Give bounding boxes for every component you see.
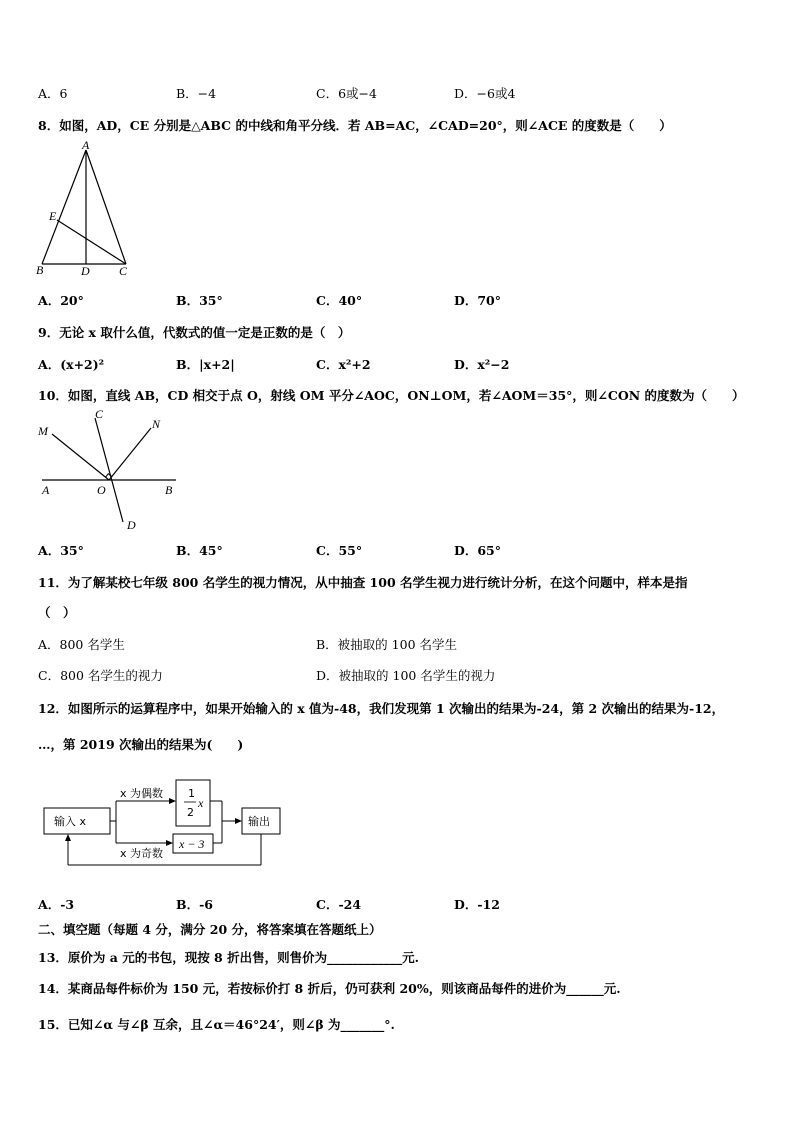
q10-label-m: M xyxy=(38,424,48,438)
q9-option-c: C．x²+2 xyxy=(316,357,371,372)
q12-fraction-den: 2 xyxy=(187,806,194,819)
q8-label-d: D xyxy=(81,264,90,278)
q7-option-c: C．6或−4 xyxy=(316,86,377,101)
q13-stem: 13．原价为 a 元的书包，现按 8 折出售，则售价为____________元. xyxy=(38,950,419,965)
q12-option-b: B．-6 xyxy=(176,897,213,912)
q10-label-c: C xyxy=(95,407,104,421)
q10-label-o: O xyxy=(97,483,106,497)
q8-stem: 8．如图，AD，CE 分别是△ABC 的中线和角平分线．若 AB=AC，∠CAD=20°，则∠ACE 的度数是（ ） xyxy=(38,118,672,133)
q12-minus-box: x − 3 xyxy=(179,837,205,851)
q10-option-a: A．35° xyxy=(38,543,84,558)
q10-label-b: B xyxy=(165,483,173,497)
q15-stem: 15．已知∠α 与∠β 互余，且∠α＝46°24′，则∠β 为_______°. xyxy=(38,1017,395,1032)
q8-option-c: C．40° xyxy=(316,293,363,308)
q11-stem-line1: 11．为了解某校七年级 800 名学生的视力情况，从中抽查 100 名学生视力进行统计分析，在这个问题中，样本是指 xyxy=(38,575,688,590)
q8-option-a: A．20° xyxy=(38,293,84,308)
q11-stem-line2: （ ） xyxy=(38,605,76,620)
q12-flowchart xyxy=(40,775,290,870)
q10-label-a: A xyxy=(42,483,50,497)
q12-fraction-num: 1 xyxy=(188,787,195,800)
q12-option-d: D．-12 xyxy=(454,897,500,912)
q9-option-a: A．(x+2)² xyxy=(38,357,105,372)
q7-option-a: A．6 xyxy=(38,86,68,101)
q11-option-c: C．800 名学生的视力 xyxy=(38,668,163,683)
q12-input-box: 输入 x xyxy=(54,815,87,828)
q10-lines-figure xyxy=(30,404,190,534)
q8-label-c: C xyxy=(119,264,128,278)
q11-option-d: D．被抽取的 100 名学生的视力 xyxy=(316,668,496,683)
q10-label-d: D xyxy=(127,518,136,532)
q14-stem: 14．某商品每件标价为 150 元，若按标价打 8 折后，仍可获利 20%，则该商品每件的进价为______元. xyxy=(38,981,621,996)
section-heading: 二、填空题（每题 4 分，满分 20 分，将答案填在答题纸上） xyxy=(38,922,382,937)
q7-option-d: D．−6或4 xyxy=(454,86,516,101)
q7-option-b: B．−4 xyxy=(176,86,217,101)
q12-even-label: x 为偶数 xyxy=(120,787,164,800)
q8-label-a: A xyxy=(82,138,90,152)
q11-option-a: A．800 名学生 xyxy=(38,637,125,652)
q12-option-c: C．-24 xyxy=(316,897,362,912)
q10-option-c: C．55° xyxy=(316,543,363,558)
q8-triangle-figure xyxy=(30,136,140,278)
q8-option-b: B．35° xyxy=(176,293,223,308)
q11-option-b: B．被抽取的 100 名学生 xyxy=(316,637,457,652)
q10-label-n: N xyxy=(152,417,161,431)
q12-stem-line2: …，第 2019 次输出的结果为( ) xyxy=(38,737,244,752)
q12-option-a: A．-3 xyxy=(38,897,75,912)
q10-option-b: B．45° xyxy=(176,543,223,558)
q12-stem-line1: 12．如图所示的运算程序中，如果开始输入的 x 值为-48，我们发现第 1 次输出的结果为-24，第 2 次输出的结果为-12， xyxy=(38,701,725,716)
q10-stem: 10．如图，直线 AB，CD 相交于点 O，射线 OM 平分∠AOC，ON⊥OM，若∠AOM＝35°，则∠CON 的度数为（ ） xyxy=(38,388,745,403)
q12-output-box: 输出 xyxy=(248,815,270,828)
q9-option-d: D．x²−2 xyxy=(454,357,510,372)
q12-fraction-var: x xyxy=(198,796,204,810)
q8-label-e: E xyxy=(49,209,57,223)
q8-label-b: B xyxy=(36,263,44,277)
q12-odd-label: x 为奇数 xyxy=(120,847,164,860)
q10-option-d: D．65° xyxy=(454,543,501,558)
q9-option-b: B．|x+2| xyxy=(176,357,235,372)
q9-stem: 9．无论 x 取什么值，代数式的值一定是正数的是（ ） xyxy=(38,325,351,340)
q8-option-d: D．70° xyxy=(454,293,501,308)
